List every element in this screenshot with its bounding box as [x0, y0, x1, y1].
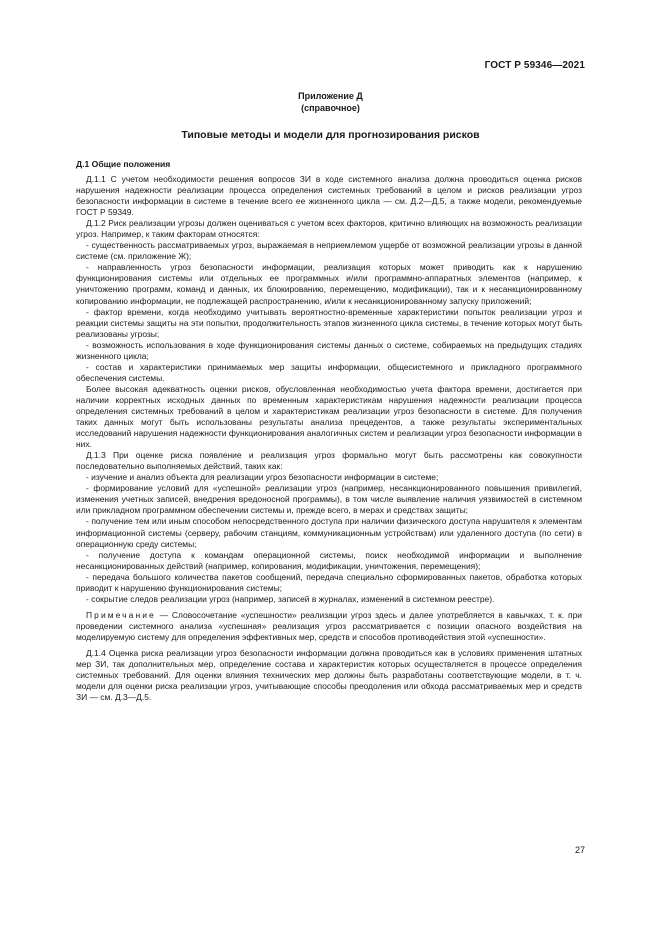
appendix-subtitle: (справочное) — [301, 102, 360, 113]
list-item: - получение тем или иным способом непосредственного доступа при наличии физического доступа нарушителя к элементам информационной системы (серверу, рабочим станциям, коммуникационным устройствам) или удаленного доступа (по сети) в операционную среду системы; — [76, 516, 582, 549]
note-text: — Словосочетание «успешности» реализации угроз здесь и далее употребляется в кавычках, т. к. при проведении системного анализа «успешная» реализация угроз рассматривается с позиции опасного воздействия на моделируемую систему для определения эффективных мер, средств и способов противодействия этой «успешности». — [76, 609, 582, 642]
note-label: Примечание — [86, 609, 156, 620]
list-item: - фактор времени, когда необходимо учитывать вероятностно-временные характеристики попыток реализации угроз и реакции системы защиты на эти попытки, продолжительность этапов жизненного цикла системы, в течение которых могут быть реализованы угрозы; — [76, 306, 582, 339]
appendix-title: Приложение Д — [298, 91, 363, 101]
paragraph: Д.1.1 С учетом необходимости решения вопросов ЗИ в ходе системного анализа должна проводиться оценка рисков нарушения надежности реализации процесса определения системных требований в целом и рисков реализации угроз безопасности информации в системе в течение всего ее жизненного цикла — см. Д.2—Д.5, а также модели, рекомендуемые ГОСТ Р 59349. — [76, 174, 582, 218]
paragraph: Д.1.3 При оценке риска появление и реализация угроз формально могут быть рассмотрены как совокупности последовательно выполняемых действий, таких как: — [76, 450, 582, 472]
list-item: - состав и характеристики принимаемых мер защиты информации, общесистемного и прикладного программного обеспечения системы. — [76, 361, 582, 383]
list-item: - существенность рассматриваемых угроз, выражаемая в неприемлемом ущербе от возможной реализации угрозы в данной системе (см. приложение Ж); — [76, 240, 582, 262]
document-code: ГОСТ Р 59346—2021 — [484, 60, 585, 71]
note — [76, 610, 582, 643]
list-item: - сокрытие следов реализации угроз (например, записей в журналах, изменений в системном реестре). — [86, 593, 495, 604]
paragraph: Д.1.4 Оценка риска реализации угроз безопасности информации должна проводиться как в условиях применения штатных мер ЗИ, так дополнительных мер, определение состава и характеристик которых осуществляется в процессе определения системных требований. Для оценки влияния технических мер должны быть разработаны соответствующие модели, в т. ч. модели для оценки риска реализации угроз, учитывающие способы преодоления или обхода рассматриваемых мер и средств ЗИ — см. Д.3—Д.5. — [76, 647, 582, 703]
paragraph: Д.1.2 Риск реализации угрозы должен оцениваться с учетом всех факторов, критично влияющих на возможность реализации угроз. Например, к таким факторам относятся: — [76, 218, 582, 240]
list-item: - изучение и анализ объекта для реализации угроз безопасности информации в системе; — [86, 472, 439, 483]
page-number: 27 — [574, 845, 585, 855]
list-item: - получение доступа к командам операционной системы, поиск необходимой информации и выполнение несанкционированных действий (например, копирования, модификации, уничтожения, перемещения); — [76, 549, 582, 571]
body-content — [76, 159, 582, 703]
list-item: - передача большого количества пакетов сообщений, передача специально сформированных пакетов, обработка которых приводит к нарушению функционирования системы; — [76, 571, 582, 593]
section-title: Типовые методы и модели для прогнозирования рисков — [181, 129, 480, 141]
subsection-heading: Д.1 Общие положения — [76, 159, 171, 169]
paragraph: Более высокая адекватность оценки рисков, обусловленная необходимостью учета фактора времени, достигается при наличии корректных исходных данных по временным характеристикам нарушения надежности реализации процесса определения системных требований в целом и характеристикам реализации угроз безопасности в системе. Для получения таких данных могут быть использованы результаты анализа прецедентов, а также результаты экспериментальных исследований нарушения надежности функционирования аналогичных систем и реализации угроз безопасности информации в них. — [76, 383, 582, 450]
list-item: - возможность использования в ходе функционирования системы данных о системе, собираемых на предыдущих стадиях жизненного цикла; — [76, 339, 582, 361]
list-item: - направленность угроз безопасности информации, реализация которых может приводить как к нарушению функционирования системы или отдельных ее программных и/или программно-аппаратных элементов (например, к уничтожению программ, команд и данных, их блокированию, перемещению, модификации), так и к несанкционированному копированию информации, не подлежащей распространению, и/или к несанкционированному запуску приложений; — [76, 262, 582, 306]
list-item: - формирование условий для «успешной» реализации угроз (например, несанкционированного повышения привилегий, изменения учетных записей, внедрения вредоносной программы), в том числе выявление наличия уязвимостей в системном или прикладном программном обеспечении системы и, прежде всего, в мерах и средствах защиты; — [76, 483, 582, 516]
appendix-heading — [0, 91, 661, 114]
